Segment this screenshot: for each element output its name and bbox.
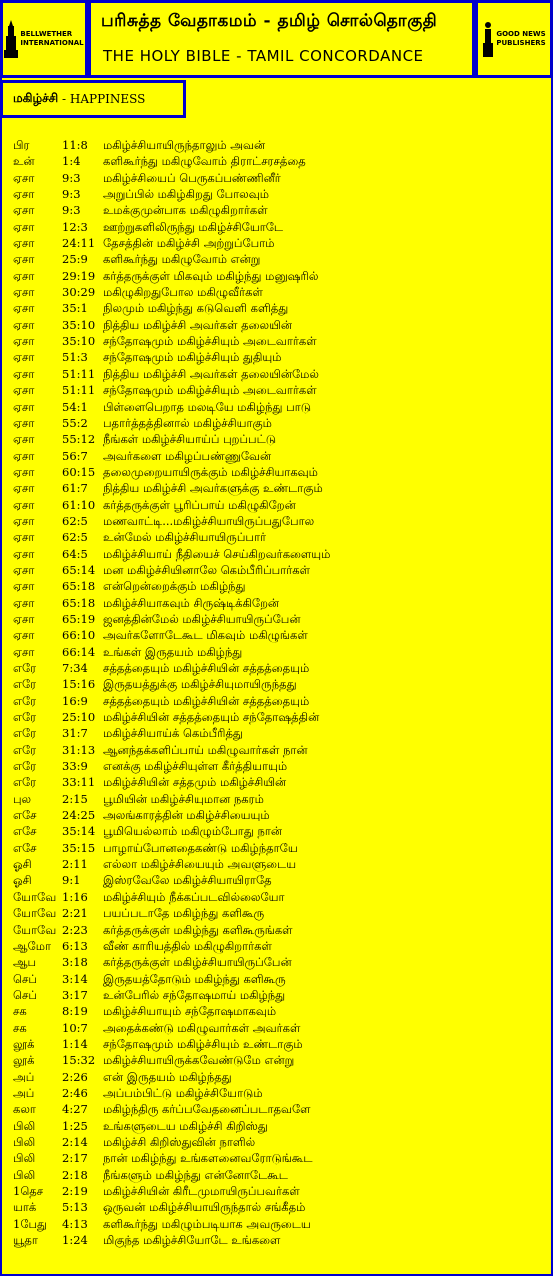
verse-snippet: தேசத்தின் மகிழ்ச்சி அற்றுப்போம் — [103, 236, 275, 251]
concordance-entry — [13, 300, 543, 316]
verse-ref: 7:34 — [62, 661, 88, 675]
book-abbrev: எசே — [13, 808, 37, 823]
verse-ref: 2:21 — [62, 906, 88, 921]
concordance-entry — [13, 1183, 543, 1199]
book-abbrev: உன் — [13, 154, 35, 169]
book-abbrev: ஏசா — [13, 579, 35, 594]
book-abbrev: ஏசா — [13, 219, 35, 234]
concordance-entry — [13, 186, 543, 202]
verse-snippet: அறுப்பில் மகிழ்கிறது போலவும் — [103, 187, 269, 202]
topic-heading — [0, 80, 186, 118]
verse-ref: 9:3 — [62, 203, 81, 218]
verse-ref: 2:26 — [62, 1069, 88, 1084]
verse-ref: 25:9 — [62, 252, 88, 267]
book-abbrev: ஆமோ — [13, 938, 51, 953]
concordance-entry — [13, 431, 543, 447]
left-logo-line1: BELLWETHER — [20, 30, 73, 38]
book-abbrev: பிர — [13, 138, 30, 152]
verse-ref: 62:5 — [62, 530, 88, 545]
book-abbrev: ஏசா — [13, 236, 35, 251]
concordance-entry — [13, 268, 543, 284]
book-abbrev: புல — [13, 791, 32, 806]
title-banner — [88, 0, 475, 78]
verse-ref: 33:11 — [62, 775, 96, 790]
verse-snippet: கர்த்தருக்குள் பூரிப்பாய் மகிழுகிறேன் — [103, 497, 296, 512]
verse-snippet: பூமியின் மகிழ்ச்சியுமான நகரம் — [103, 791, 264, 806]
verse-ref: 15:32 — [62, 1053, 96, 1068]
verse-snippet: மன மகிழ்ச்சியினாலே கெம்பீரிப்பார்கள் — [103, 562, 310, 577]
verse-ref: 11:8 — [62, 138, 88, 152]
concordance-entry — [13, 954, 543, 970]
concordance-entry — [13, 595, 543, 611]
verse-ref: 2:18 — [62, 1167, 88, 1182]
title-tamil: பரிசுத்த வேதாகமம் - தமிழ் சொல்தொகுதி — [101, 11, 438, 31]
concordance-entry — [13, 497, 543, 513]
book-abbrev: எரே — [13, 726, 37, 741]
verse-ref: 61:10 — [62, 497, 96, 512]
verse-snippet: மகிழ்ச்சியின் கிரீடமுமாயிருப்பவர்கள் — [103, 1184, 300, 1198]
concordance-entry — [13, 578, 543, 594]
verse-snippet: மகிழுகிறதுபோல மகிழுவீர்கள் — [103, 285, 263, 300]
verse-ref: 65:18 — [62, 579, 96, 594]
concordance-entry — [13, 1085, 543, 1101]
verse-snippet: மகிழ்ச்சியாயிருந்தாலும் அவன் — [103, 138, 266, 152]
verse-snippet: உமக்குமுன்பாக மகிழுகிறார்கள் — [103, 203, 268, 218]
book-abbrev: ஏசா — [13, 399, 35, 414]
title-english: THE HOLY BIBLE - TAMIL CONCORDANCE — [103, 47, 424, 65]
verse-snippet: என்றென்றைக்கும் மகிழ்ந்து — [103, 579, 246, 594]
verse-snippet: களிகூர்ந்து மகிழுவோம் திராட்சரசத்தை — [103, 154, 306, 169]
book-abbrev: ஏசா — [13, 350, 35, 365]
concordance-entry — [13, 382, 543, 398]
verse-ref: 29:19 — [62, 268, 96, 283]
verse-snippet: எல்லா மகிழ்ச்சியையும் அவளுடைய — [103, 857, 297, 872]
book-abbrev: ஏசா — [13, 448, 35, 463]
book-abbrev: சக — [13, 1020, 27, 1035]
verse-ref: 8:19 — [62, 1004, 88, 1019]
book-abbrev: செப் — [13, 987, 37, 1002]
verse-ref: 4:13 — [62, 1216, 88, 1231]
book-abbrev: யோவே — [13, 906, 57, 921]
verse-ref: 66:10 — [62, 628, 96, 643]
verse-snippet: அதைக்கண்டு மகிழுவார்கள் அவர்கள் — [103, 1020, 301, 1035]
verse-snippet: இருதயத்தோடும் மகிழ்ந்து களிகூரு — [103, 971, 286, 986]
concordance-entry — [13, 235, 543, 251]
concordance-entry — [13, 1216, 543, 1232]
verse-ref: 1:25 — [62, 1118, 88, 1133]
verse-snippet: மகிழ்ச்சியாய் நீதியைச் செய்கிறவர்களையும் — [103, 546, 331, 561]
verse-snippet: மகிழ்ச்சியாயும் சந்தோஷமாகவும் — [103, 1004, 277, 1019]
book-abbrev: யாக் — [13, 1200, 37, 1215]
concordance-entry — [13, 856, 543, 872]
concordance-entry — [13, 480, 543, 496]
verse-snippet: நித்திய மகிழ்ச்சி அவர்களுக்கு உண்டாகும் — [103, 481, 323, 496]
verse-ref: 1:16 — [62, 889, 88, 904]
topic-tamil: மகிழ்ச்சி — [13, 91, 59, 105]
verse-snippet: சந்தோஷமும் மகிழ்ச்சியும் அடைவார்கள் — [103, 383, 317, 398]
book-abbrev: ஏசா — [13, 415, 35, 430]
concordance-entry — [13, 709, 543, 725]
book-abbrev: எரே — [13, 710, 37, 725]
figure-icon — [482, 21, 494, 57]
book-abbrev: ஏசா — [13, 317, 35, 332]
concordance-entry — [13, 546, 543, 562]
verse-snippet: மகிழ்ச்சி கிறிஸ்துவின் நாளில் — [103, 1134, 256, 1149]
verse-snippet: மகிழ்ச்சியாயிருக்கவேண்டுமே என்று — [103, 1053, 295, 1068]
verse-snippet: அப்பம்பிட்டு மகிழ்ச்சியோடும் — [103, 1085, 263, 1100]
concordance-entry — [13, 1052, 543, 1068]
verse-snippet: அலங்காரத்தின் மகிழ்ச்சியையும் — [103, 808, 270, 823]
concordance-entry — [13, 627, 543, 643]
book-abbrev: ஏசா — [13, 203, 35, 218]
verse-snippet: பயப்படாதே மகிழ்ந்து களிகூரு — [103, 906, 265, 921]
concordance-entry — [13, 660, 543, 676]
book-abbrev: அப் — [13, 1085, 35, 1100]
verse-ref: 35:10 — [62, 317, 96, 332]
verse-snippet: நித்திய மகிழ்ச்சி அவர்கள் தலையின் — [103, 317, 292, 332]
concordance-entry — [13, 693, 543, 709]
verse-snippet: மகிழ்ச்சியாய்க் கெம்பீரித்து — [103, 726, 243, 741]
verse-snippet: மகிழ்ச்சியைப் பெருகப்பண்ணினீர் — [103, 170, 281, 185]
book-abbrev: ஏசா — [13, 366, 35, 381]
concordance-entry — [13, 366, 543, 382]
verse-ref: 65:14 — [62, 562, 96, 577]
concordance-entry — [13, 840, 543, 856]
verse-ref: 55:2 — [62, 415, 88, 430]
book-abbrev: எரே — [13, 661, 37, 675]
book-abbrev: ஏசா — [13, 530, 35, 545]
verse-ref: 2:19 — [62, 1184, 88, 1198]
book-abbrev: ஏசா — [13, 497, 35, 512]
verse-snippet: மகிழ்ந்திரு கர்ப்பவேதனைப்படாதவளே — [103, 1102, 311, 1117]
verse-snippet: கர்த்தருக்குள் மகிழ்ச்சியாயிருப்பேன் — [103, 955, 292, 970]
verse-ref: 12:3 — [62, 219, 88, 234]
concordance-entry — [13, 774, 543, 790]
verse-ref: 3:18 — [62, 955, 88, 970]
concordance-entry — [13, 1069, 543, 1085]
concordance-entry — [13, 1101, 543, 1117]
concordance-entry — [13, 905, 543, 921]
verse-snippet: ஒருவன் மகிழ்ச்சியாயிருந்தால் சங்கீதம் — [103, 1200, 306, 1215]
concordance-entry — [13, 644, 543, 660]
verse-ref: 1:24 — [62, 1233, 88, 1248]
concordance-entry — [13, 1118, 543, 1134]
concordance-entry — [13, 153, 543, 169]
verse-snippet: இருதயத்துக்கு மகிழ்ச்சியுமாயிருந்தது — [103, 677, 297, 692]
concordance-entry — [13, 1167, 543, 1183]
concordance-entry — [13, 137, 543, 153]
concordance-entry — [13, 317, 543, 333]
verse-ref: 35:15 — [62, 840, 96, 855]
concordance-list — [13, 137, 543, 1248]
verse-ref: 51:3 — [62, 350, 88, 365]
book-abbrev: ஏசா — [13, 252, 35, 267]
verse-ref: 30:29 — [62, 285, 96, 300]
verse-ref: 62:5 — [62, 513, 88, 528]
verse-ref: 2:23 — [62, 922, 88, 937]
verse-snippet: நித்திய மகிழ்ச்சி அவர்கள் தலையின்மேல் — [103, 366, 319, 381]
book-abbrev: ஏசா — [13, 432, 35, 447]
book-abbrev: ஏசா — [13, 595, 35, 610]
concordance-entry — [13, 987, 543, 1003]
concordance-entry — [13, 889, 543, 905]
book-abbrev: ஏசா — [13, 481, 35, 496]
book-abbrev: ஏசா — [13, 187, 35, 202]
book-abbrev: லூக் — [13, 1036, 35, 1051]
verse-snippet: கர்த்தருக்குள் மிகவும் மகிழ்ந்து மனுஷரில் — [103, 268, 319, 283]
concordance-entry — [13, 922, 543, 938]
concordance-entry — [13, 676, 543, 692]
concordance-entry — [13, 1199, 543, 1215]
verse-ref: 35:14 — [62, 824, 96, 839]
verse-ref: 2:14 — [62, 1134, 88, 1149]
verse-snippet: இஸ்ரவேலே மகிழ்ச்சியாயிராதே — [103, 873, 272, 888]
verse-snippet: பிள்ளைபெறாத மலடியே மகிழ்ந்து பாடு — [103, 399, 312, 414]
verse-snippet: மகிழ்ச்சியாகவும் சிருஷ்டிக்கிறேன் — [103, 595, 280, 610]
verse-snippet: ஆனந்தக்களிப்பாய் மகிழுவார்கள் நான் — [103, 742, 308, 757]
verse-ref: 66:14 — [62, 644, 96, 659]
concordance-entry — [13, 758, 543, 774]
book-abbrev: 1தெச — [13, 1184, 44, 1198]
verse-ref: 35:10 — [62, 334, 96, 349]
concordance-entry — [13, 448, 543, 464]
book-abbrev: எசே — [13, 840, 37, 855]
verse-ref: 2:46 — [62, 1085, 88, 1100]
verse-ref: 55:12 — [62, 432, 96, 447]
verse-snippet: மிகுந்த மகிழ்ச்சியோடே உங்களை — [103, 1233, 281, 1248]
book-abbrev: எரே — [13, 775, 37, 790]
verse-snippet: சந்தோஷமும் மகிழ்ச்சியும் உண்டாகும் — [103, 1036, 303, 1051]
book-abbrev: ஏசா — [13, 628, 35, 643]
verse-ref: 64:5 — [62, 546, 88, 561]
book-abbrev: ஏசா — [13, 513, 35, 528]
book-abbrev: ஏசா — [13, 644, 35, 659]
concordance-entry — [13, 333, 543, 349]
verse-snippet: சத்தத்தையும் மகிழ்ச்சியின் சத்தத்தையும் — [103, 693, 310, 708]
verse-ref: 6:13 — [62, 938, 88, 953]
book-abbrev: எரே — [13, 742, 37, 757]
book-abbrev: யூதா — [13, 1233, 38, 1248]
concordance-entry — [13, 807, 543, 823]
verse-snippet: உங்கள் இருதயம் மகிழ்ந்து — [103, 644, 243, 659]
book-abbrev: பிலி — [13, 1134, 36, 1149]
verse-snippet: உங்களுடைய மகிழ்ச்சி கிறிஸ்து — [103, 1118, 268, 1133]
verse-ref: 2:17 — [62, 1151, 88, 1166]
concordance-entry — [13, 513, 543, 529]
concordance-entry — [13, 529, 543, 545]
concordance-entry — [13, 725, 543, 741]
book-abbrev: எரே — [13, 677, 37, 692]
verse-ref: 16:9 — [62, 693, 88, 708]
verse-ref: 1:14 — [62, 1036, 88, 1051]
topic-separator: - — [58, 92, 70, 106]
verse-ref: 56:7 — [62, 448, 88, 463]
verse-ref: 51:11 — [62, 383, 96, 398]
verse-snippet: சந்தோஷமும் மகிழ்ச்சியும் அடைவார்கள் — [103, 334, 317, 349]
good-news-logo — [475, 0, 553, 78]
verse-ref: 65:18 — [62, 595, 96, 610]
verse-snippet: உன்மேல் மகிழ்ச்சியாயிருப்பார் — [103, 530, 266, 545]
book-abbrev: ஏசா — [13, 562, 35, 577]
book-abbrev: லூக் — [13, 1053, 35, 1068]
verse-snippet: நிலமும் மகிழ்ந்து கடுவெளி களித்து — [103, 301, 289, 316]
concordance-entry — [13, 170, 543, 186]
book-abbrev: சக — [13, 1004, 27, 1019]
verse-ref: 24:11 — [62, 236, 96, 251]
verse-ref: 2:15 — [62, 791, 88, 806]
book-abbrev: ஏசா — [13, 611, 35, 626]
verse-snippet: ஊற்றுகளிலிருந்து மகிழ்ச்சியோடே — [103, 219, 284, 234]
verse-ref: 9:1 — [62, 873, 81, 888]
book-abbrev: எசே — [13, 824, 37, 839]
verse-ref: 24:25 — [62, 808, 96, 823]
book-abbrev: ஓசி — [13, 857, 32, 872]
concordance-entry — [13, 284, 543, 300]
verse-ref: 51:11 — [62, 366, 96, 381]
church-icon — [4, 20, 18, 58]
verse-snippet: என் இருதயம் மகிழ்ந்தது — [103, 1069, 232, 1084]
topic-english: HAPPINESS — [69, 92, 146, 106]
verse-snippet: களிகூர்ந்து மகிழுவோம் என்று — [103, 252, 261, 267]
concordance-entry — [13, 611, 543, 627]
concordance-entry — [13, 872, 543, 888]
book-abbrev: ஆப — [13, 955, 37, 970]
verse-snippet: நான் மகிழ்ந்து உங்களனைவரோடுங்கூட — [103, 1151, 313, 1166]
book-abbrev: ஏசா — [13, 546, 35, 561]
verse-snippet: மகிழ்ச்சியின் சத்தத்தையும் சந்தோஷத்தின் — [103, 710, 320, 725]
bellwether-logo — [0, 0, 88, 78]
book-abbrev: பிலி — [13, 1167, 36, 1182]
verse-ref: 35:1 — [62, 301, 88, 316]
book-abbrev: 1பேது — [13, 1216, 48, 1231]
verse-ref: 3:14 — [62, 971, 88, 986]
verse-ref: 9:3 — [62, 187, 81, 202]
book-abbrev: ஏசா — [13, 268, 35, 283]
book-abbrev: எரே — [13, 693, 37, 708]
verse-ref: 4:27 — [62, 1102, 88, 1117]
book-abbrev: பிலி — [13, 1151, 36, 1166]
concordance-entry — [13, 202, 543, 218]
verse-ref: 33:9 — [62, 759, 88, 774]
verse-snippet: வீண் காரியத்தில் மகிழுகிறார்கள் — [103, 938, 272, 953]
concordance-entry — [13, 219, 543, 235]
concordance-entry — [13, 791, 543, 807]
concordance-entry — [13, 742, 543, 758]
verse-snippet: அவர்களை மகிழப்பண்ணுவேன் — [103, 448, 272, 463]
concordance-entry — [13, 349, 543, 365]
book-abbrev: ஓசி — [13, 873, 32, 888]
verse-snippet: தலைமுறையாயிருக்கும் மகிழ்ச்சியாகவும் — [103, 464, 318, 479]
verse-ref: 60:15 — [62, 464, 96, 479]
concordance-entry — [13, 1134, 543, 1150]
book-abbrev: ஏசா — [13, 285, 35, 300]
verse-ref: 31:13 — [62, 742, 96, 757]
concordance-entry — [13, 1020, 543, 1036]
concordance-entry — [13, 971, 543, 987]
verse-ref: 31:7 — [62, 726, 88, 741]
verse-ref: 54:1 — [62, 399, 88, 414]
verse-ref: 61:7 — [62, 481, 88, 496]
book-abbrev: ஏசா — [13, 301, 35, 316]
verse-ref: 3:17 — [62, 987, 88, 1002]
verse-ref: 1:4 — [62, 154, 81, 169]
verse-snippet: பாழாய்போனதைகண்டு மகிழ்ந்தாயே — [103, 840, 298, 855]
verse-ref: 9:3 — [62, 170, 81, 185]
book-abbrev: ஏசா — [13, 464, 35, 479]
verse-snippet: உன்பேரில் சந்தோஷமாய் மகிழ்ந்து — [103, 987, 286, 1002]
verse-snippet: அவர்களோடேகூட மிகவும் மகிழுங்கள் — [103, 628, 308, 643]
verse-ref: 5:13 — [62, 1200, 88, 1215]
book-abbrev: அப் — [13, 1069, 35, 1084]
concordance-entry — [13, 938, 543, 954]
verse-snippet: மணவாட்டி...மகிழ்ச்சியாயிருப்பதுபோல — [103, 513, 315, 528]
verse-snippet: பதார்த்தத்தினால் மகிழ்ச்சியாகும் — [103, 415, 272, 430]
concordance-entry — [13, 562, 543, 578]
concordance-entry — [13, 823, 543, 839]
concordance-entry — [13, 1003, 543, 1019]
verse-snippet: களிகூர்ந்து மகிழும்படியாக அவருடைய — [103, 1216, 311, 1231]
verse-ref: 15:16 — [62, 677, 96, 692]
verse-snippet: பூமியெல்லாம் மகிழும்போது நான் — [103, 824, 282, 839]
verse-snippet: கர்த்தருக்குள் மகிழ்ந்து களிகூருங்கள் — [103, 922, 293, 937]
book-abbrev: ஏசா — [13, 334, 35, 349]
concordance-entry — [13, 415, 543, 431]
verse-snippet: நீங்கள் மகிழ்ச்சியாய்ப் புறப்பட்டு — [103, 432, 276, 447]
book-abbrev: பிலி — [13, 1118, 36, 1133]
book-abbrev: செப் — [13, 971, 37, 986]
concordance-entry — [13, 1036, 543, 1052]
verse-snippet: மகிழ்ச்சியும் நீக்கப்படவில்லையோ — [103, 889, 285, 904]
verse-snippet: சத்தத்தையும் மகிழ்ச்சியின் சத்தத்தையும் — [103, 661, 310, 675]
verse-snippet: மகிழ்ச்சியின் சத்தமும் மகிழ்ச்சியின் — [103, 775, 287, 790]
book-abbrev: கலா — [13, 1102, 36, 1117]
concordance-entry — [13, 251, 543, 267]
verse-ref: 65:19 — [62, 611, 96, 626]
concordance-entry — [13, 1150, 543, 1166]
concordance-entry — [13, 1232, 543, 1248]
book-abbrev: ஏசா — [13, 170, 35, 185]
verse-snippet: சந்தோஷமும் மகிழ்ச்சியும் துதியும் — [103, 350, 282, 365]
concordance-entry — [13, 399, 543, 415]
book-abbrev: யோவே — [13, 922, 57, 937]
verse-snippet: ஜனத்தின்மேல் மகிழ்ச்சியாயிருப்பேன் — [103, 611, 301, 626]
concordance-entry — [13, 464, 543, 480]
verse-ref: 2:11 — [62, 857, 88, 872]
right-logo-line1: GOOD NEWS — [496, 30, 546, 38]
book-abbrev: எரே — [13, 759, 37, 774]
verse-ref: 25:10 — [62, 710, 96, 725]
right-logo-line2: PUBLISHERS — [496, 39, 546, 47]
left-logo-line2: INTERNATIONAL — [20, 39, 84, 47]
verse-ref: 10:7 — [62, 1020, 88, 1035]
book-abbrev: யோவே — [13, 889, 57, 904]
verse-snippet: நீங்களும் மகிழ்ந்து என்னோடேகூட — [103, 1167, 288, 1182]
book-abbrev: ஏசா — [13, 383, 35, 398]
verse-snippet: எனக்கு மகிழ்ச்சியுள்ள கீர்த்தியாயும் — [103, 759, 288, 774]
